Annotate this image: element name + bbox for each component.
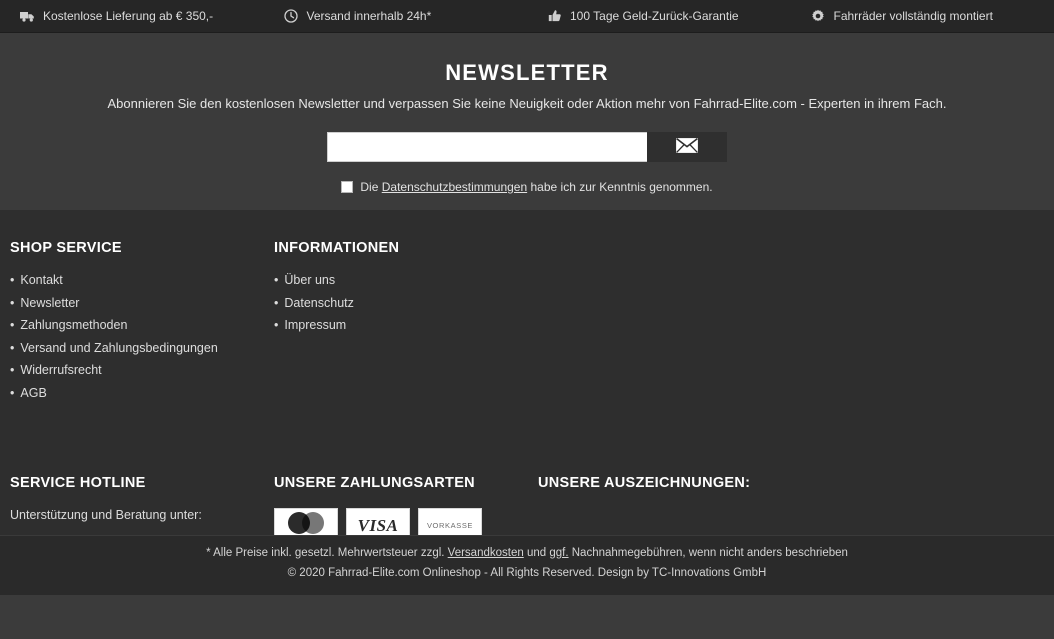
payments-title: UNSERE ZAHLUNGSARTEN bbox=[274, 475, 475, 491]
awards-title: UNSERE AUSZEICHNUNGEN: bbox=[538, 475, 751, 491]
copyright-line: © 2020 Fahrrad-Elite.com Onlineshop - All Rights Reserved. Design by TC-Innovations GmbH bbox=[287, 567, 767, 579]
footer-column-shop-service bbox=[10, 240, 274, 408]
list-item[interactable]: • Impressum bbox=[274, 318, 538, 332]
newsletter-subtitle: Abonnieren Sie den kostenlosen Newsletter und verpassen Sie keine Neuigkeit oder Aktion mehr von Fahrrad-Elite.com - Experten in ihrem Fach. bbox=[107, 96, 947, 111]
gear-icon bbox=[811, 9, 826, 24]
hotline-subtitle: Unterstützung und Beratung unter: bbox=[10, 508, 202, 522]
list-item[interactable]: • Über uns bbox=[274, 273, 538, 287]
footer-bottom-bar bbox=[0, 535, 1054, 595]
visa-label: VISA bbox=[357, 515, 399, 535]
privacy-prefix: Die bbox=[360, 180, 379, 194]
mastercard-circles bbox=[288, 512, 324, 534]
list-item[interactable]: • Kontakt bbox=[10, 273, 274, 287]
informationen-list bbox=[274, 273, 538, 332]
usp-label: Versand innerhalb 24h* bbox=[306, 9, 432, 23]
shipping-costs-link[interactable]: Versandkosten bbox=[447, 547, 524, 559]
usp-item-delivery bbox=[0, 9, 264, 24]
list-item[interactable]: • Newsletter bbox=[10, 296, 274, 310]
newsletter-email-input[interactable] bbox=[327, 132, 647, 162]
vorkasse-label: VORKASSE bbox=[426, 521, 474, 530]
legal-line bbox=[0, 547, 1054, 559]
newsletter-submit-button[interactable] bbox=[647, 132, 727, 162]
usp-bar bbox=[0, 0, 1054, 33]
legal-post: Nachnahmegebühren, wenn nicht anders beschrieben bbox=[571, 547, 848, 559]
newsletter-section bbox=[0, 33, 1054, 210]
list-item[interactable]: • Versand und Zahlungsbedingungen bbox=[10, 341, 274, 355]
informationen-title: INFORMATIONEN bbox=[274, 240, 400, 256]
footer-column-informationen bbox=[274, 240, 538, 408]
privacy-suffix: habe ich zur Kenntnis genommen. bbox=[530, 180, 713, 194]
privacy-policy-link[interactable]: Datenschutzbestimmungen bbox=[381, 180, 528, 194]
clock-icon bbox=[284, 9, 299, 24]
shop-service-title: SHOP SERVICE bbox=[10, 240, 122, 256]
legal-pre: * Alle Preise inkl. gesetzl. Mehrwertsteuer zzgl. bbox=[206, 547, 445, 559]
usp-item-shipping bbox=[264, 9, 528, 24]
list-item[interactable]: • AGB bbox=[10, 386, 274, 400]
ggf-link[interactable]: ggf. bbox=[549, 547, 569, 559]
shop-service-list bbox=[10, 273, 274, 400]
usp-item-guarantee bbox=[527, 9, 791, 24]
usp-label: Kostenlose Lieferung ab € 350,- bbox=[43, 9, 214, 23]
thumbs-up-icon bbox=[547, 9, 562, 24]
footer-main bbox=[0, 210, 1054, 595]
usp-label: 100 Tage Geld-Zurück-Garantie bbox=[570, 9, 739, 23]
newsletter-privacy-row bbox=[0, 180, 1054, 194]
privacy-checkbox[interactable] bbox=[341, 181, 353, 193]
privacy-text bbox=[360, 180, 712, 194]
legal-mid: und bbox=[526, 547, 547, 559]
list-item[interactable]: • Zahlungsmethoden bbox=[10, 318, 274, 332]
usp-label: Fahrräder vollständig montiert bbox=[833, 9, 993, 23]
newsletter-form bbox=[327, 132, 727, 162]
hotline-title: SERVICE HOTLINE bbox=[10, 475, 146, 491]
list-item[interactable]: • Datenschutz bbox=[274, 296, 538, 310]
envelope-icon bbox=[676, 138, 698, 156]
truck-icon bbox=[20, 9, 35, 24]
usp-item-assembled bbox=[791, 9, 1054, 24]
list-item[interactable]: • Widerrufsrecht bbox=[10, 363, 274, 377]
newsletter-title: NEWSLETTER bbox=[445, 60, 609, 85]
footer-link-columns bbox=[0, 240, 1054, 408]
